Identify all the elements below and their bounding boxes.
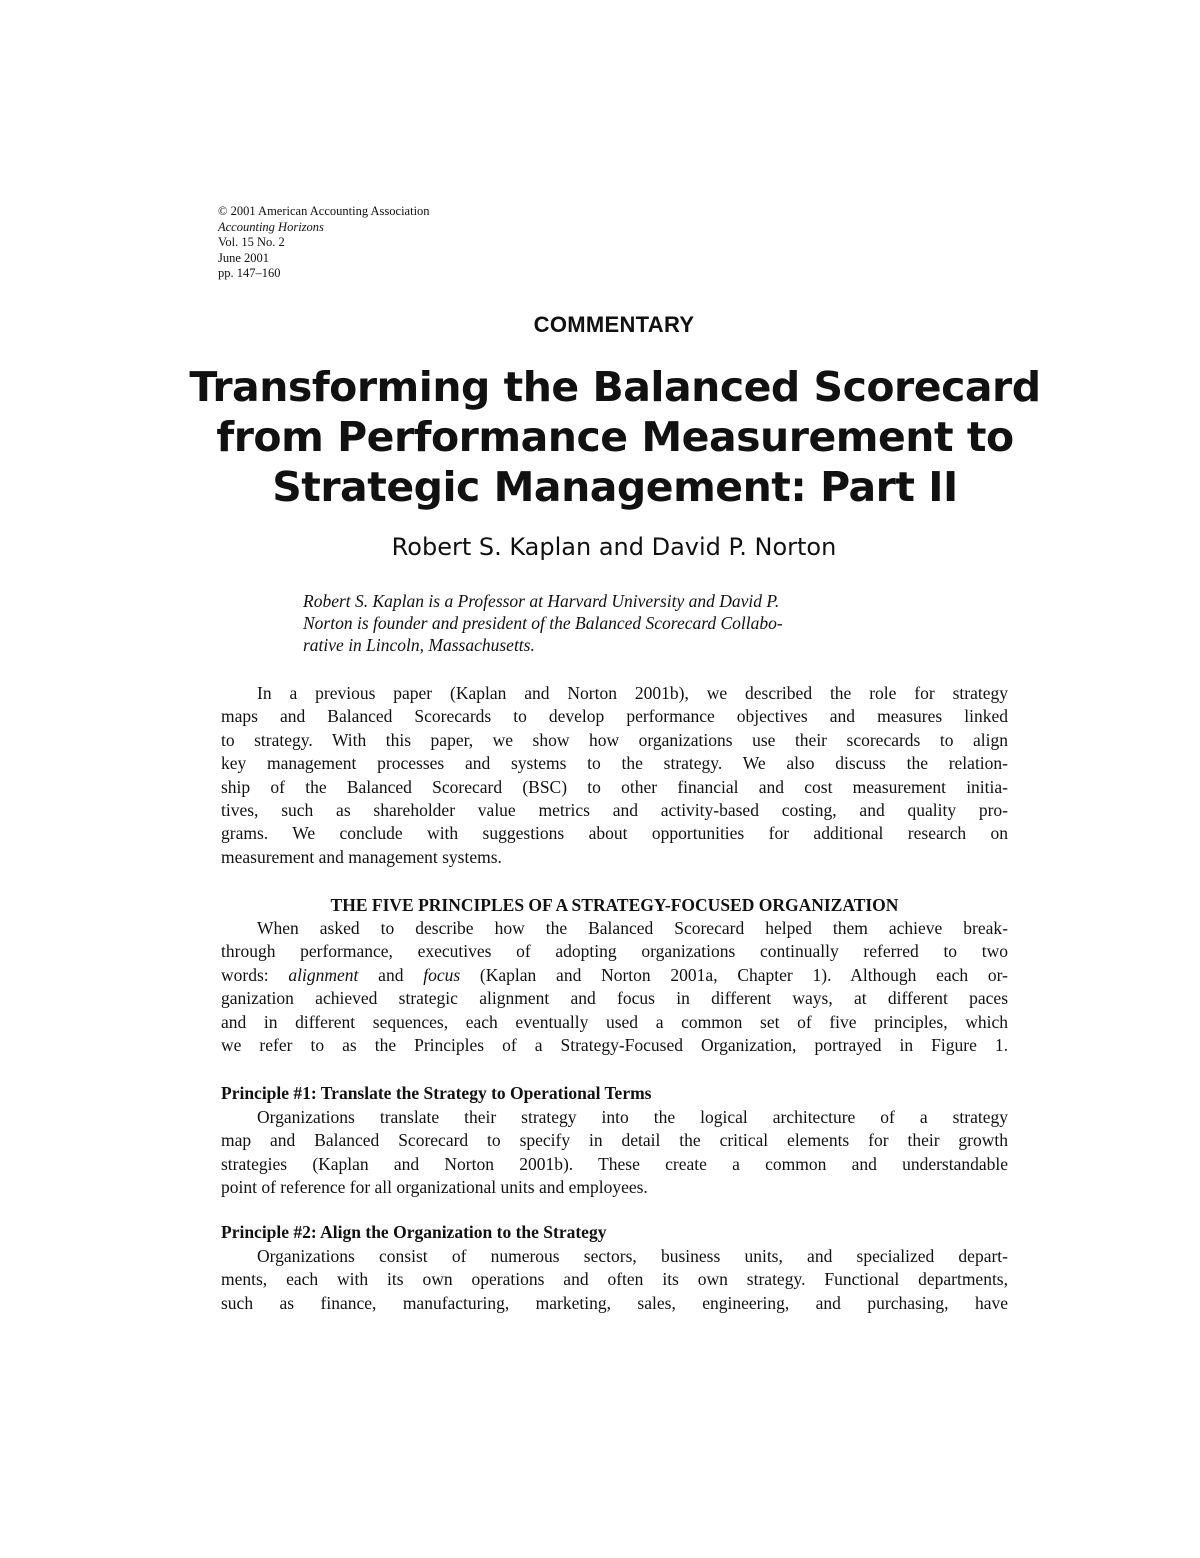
paragraph-line: ganization achieved strategic alignment and focus in different ways, at different paces <box>221 988 1008 1009</box>
bio-line: Norton is founder and president of the Balanced Scorecard Collabo- <box>303 613 783 633</box>
text-fragment: (Kaplan and Norton 2001a, Chapter 1). Although each or- <box>460 964 1008 985</box>
principles-intro-paragraph <box>221 917 1008 1057</box>
paragraph-line: to strategy. With this paper, we show how organizations use their scorecards to align <box>221 729 1008 750</box>
paragraph-line: strategies (Kaplan and Norton 2001b). These create a common and understandable <box>221 1153 1008 1174</box>
publication-info <box>218 204 430 282</box>
paragraph-line: When asked to describe how the Balanced Scorecard helped them achieve break- <box>257 918 1008 938</box>
emphasis-alignment: alignment <box>288 964 359 985</box>
paragraph-line: point of reference for all organizational units and employees. <box>221 1177 648 1198</box>
volume-issue: Vol. 15 No. 2 <box>218 235 285 249</box>
intro-paragraph <box>221 682 1008 869</box>
publication-date: June 2001 <box>218 250 270 265</box>
principle-2-heading: Principle #2: Align the Organization to the Strategy <box>221 1222 607 1242</box>
paragraph-line: such as finance, manufacturing, marketing, sales, engineering, and purchasing, have <box>221 1292 1008 1313</box>
section-label: COMMENTARY <box>533 312 695 337</box>
paragraph-line: measurement and management systems. <box>221 846 502 867</box>
principle-2-paragraph <box>221 1245 1008 1315</box>
paragraph-line: and in different sequences, each eventually used a common set of five principles, which <box>221 1011 1008 1032</box>
principle-1-heading: Principle #1: Translate the Strategy to Operational Terms <box>221 1083 652 1103</box>
paragraph-line: grams. We conclude with suggestions about opportunities for additional research on <box>221 823 1008 844</box>
bio-line: rative in Lincoln, Massachusetts. <box>303 635 535 655</box>
title-line: from Performance Measurement to <box>216 413 1014 461</box>
text-fragment: and <box>358 964 424 985</box>
emphasis-focus: focus <box>423 964 461 985</box>
section-heading: THE FIVE PRINCIPLES OF A STRATEGY-FOCUSED ORGANIZATION <box>330 895 899 915</box>
paragraph-line: map and Balanced Scorecard to specify in detail the critical elements for their growth <box>221 1130 1008 1151</box>
paragraph-line: ship of the Balanced Scorecard (BSC) to other financial and cost measurement initia- <box>221 776 1008 797</box>
text-fragment: words: <box>221 964 289 985</box>
journal-name: Accounting Horizons <box>218 219 324 234</box>
paragraph-line: In a previous paper (Kaplan and Norton 2001b), we described the role for strategy <box>257 683 1008 703</box>
paragraph-line: maps and Balanced Scorecards to develop performance objectives and measures linked <box>221 706 1008 727</box>
page-range: pp. 147–160 <box>218 266 281 280</box>
paragraph-line: ments, each with its own operations and often its own strategy. Functional departments, <box>221 1269 1008 1290</box>
paragraph-line: key management processes and systems to the strategy. We also discuss the relation- <box>221 753 1008 774</box>
paragraph-line: tives, such as shareholder value metrics and activity-based costing, and quality pro- <box>221 799 1008 820</box>
paragraph-line: Organizations consist of numerous sectors, business units, and specialized depart- <box>257 1246 1008 1266</box>
title-line: Strategic Management: Part II <box>272 463 958 511</box>
principle-1-paragraph <box>221 1106 1008 1200</box>
paragraph-line: Organizations translate their strategy into the logical architecture of a strategy <box>257 1107 1008 1127</box>
article-title <box>150 362 1080 512</box>
copyright-line: © 2001 American Accounting Association <box>218 204 430 218</box>
paragraph-line: through performance, executives of adopting organizations continually referred to two <box>221 941 1008 962</box>
title-line: Transforming the Balanced Scorecard <box>189 363 1041 411</box>
author-bio <box>303 590 943 656</box>
bio-line: Robert S. Kaplan is a Professor at Harvard University and David P. <box>303 591 780 611</box>
authors: Robert S. Kaplan and David P. Norton <box>391 533 837 561</box>
paragraph-line: we refer to as the Principles of a Strategy-Focused Organization, portrayed in Figure 1. <box>221 1034 1008 1055</box>
paragraph-line-with-emphasis <box>221 964 1008 987</box>
